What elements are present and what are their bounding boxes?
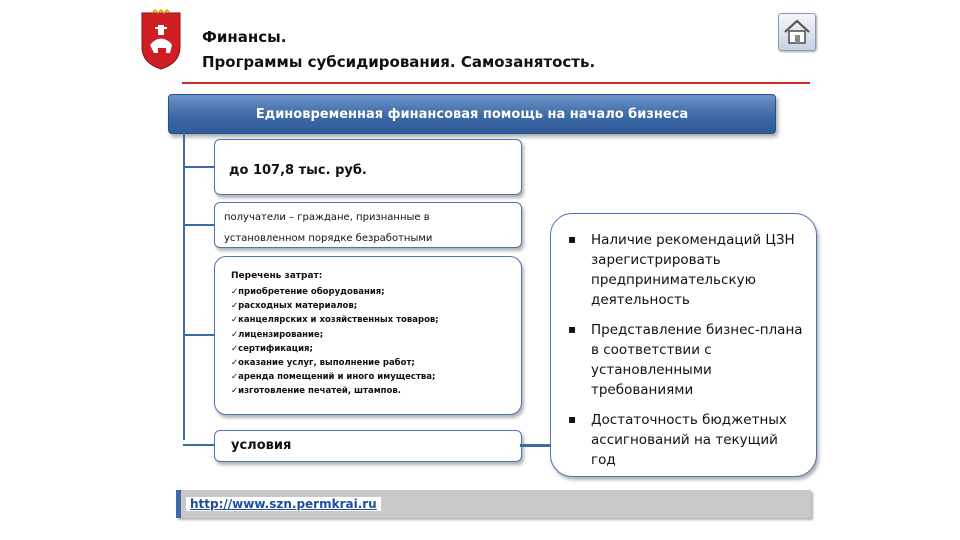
tree-connector-branch: [183, 166, 215, 168]
website-link[interactable]: http://www.szn.permkrai.ru: [186, 497, 381, 511]
home-icon: [779, 14, 815, 50]
expense-item: ✓ изготовление печатей, штампов.: [231, 384, 439, 398]
expenses-title: Перечень затрат:: [231, 271, 323, 281]
conditions-list: [566, 230, 806, 480]
recipients-text-line-1: получатели – граждане, признанные в: [224, 212, 430, 223]
tree-connector-branch: [183, 444, 215, 446]
amount-box: [214, 139, 522, 195]
condition-item: ▪ Представление бизнес-плана в соответствии с установленными требованиями: [566, 320, 806, 400]
tree-connector-vertical: [183, 132, 185, 440]
expense-item: ✓ сертификация;: [231, 342, 439, 356]
recipients-box: [214, 202, 522, 248]
conditions-label: условия: [231, 438, 292, 453]
program-banner-text: Единовременная финансовая помощь на начало бизнеса: [255, 106, 689, 122]
tree-connector-branch: [183, 224, 215, 226]
condition-item: ▪ Достаточность бюджетных ассигнований на текущий год: [566, 410, 806, 470]
expense-item: ✓ аренда помещений и иного имущества;: [231, 370, 439, 384]
expense-item: ✓ расходных материалов;: [231, 299, 439, 313]
title-divider: [182, 82, 810, 84]
expenses-list: [231, 285, 439, 399]
expense-item: ✓ приобретение оборудования;: [231, 285, 439, 299]
conditions-box: [214, 430, 522, 462]
expense-item: ✓ оказание услуг, выполнение работ;: [231, 356, 439, 370]
amount-text: до 107,8 тыс. руб.: [229, 163, 367, 178]
perm-crest-logo: [138, 9, 184, 71]
program-banner: [168, 94, 776, 134]
expenses-box: [214, 256, 522, 415]
home-button[interactable]: [778, 13, 816, 51]
page-title-line-1: Финансы.: [202, 28, 287, 46]
condition-item: ▪ Наличие рекомендаций ЦЗН зарегистрировать предпринимательскую деятельность: [566, 230, 806, 310]
expense-item: ✓ канцелярских и хозяйственных товаров;: [231, 313, 439, 327]
recipients-text-line-2: установленном порядке безработными: [224, 233, 433, 244]
tree-connector-branch: [183, 334, 215, 336]
page-title-line-2: Программы субсидирования. Самозанятость.: [202, 53, 596, 71]
expense-item: ✓ лицензирование;: [231, 328, 439, 342]
